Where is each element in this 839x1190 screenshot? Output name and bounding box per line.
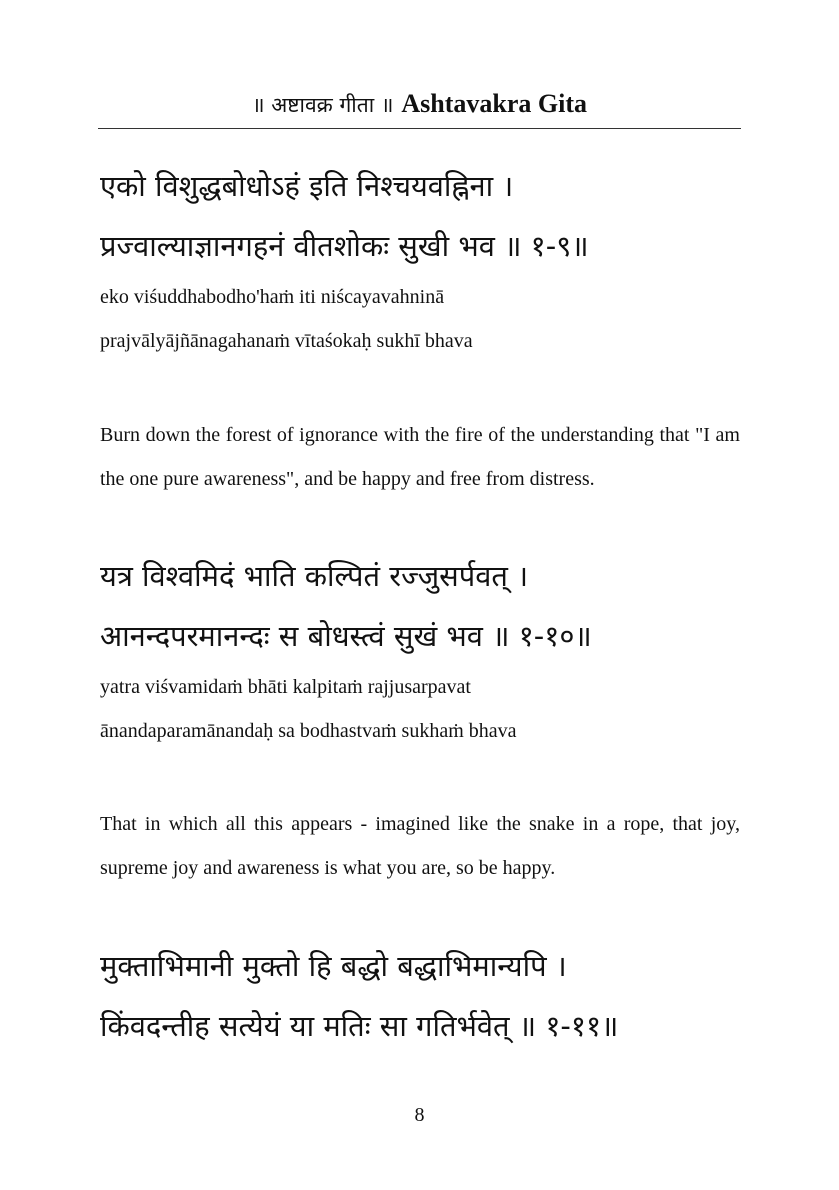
sanskrit-line: आनन्दपरमानन्दः स बोधस्त्वं सुखं भव ॥ १-१०॥: [100, 619, 592, 653]
transliteration-line: yatra viśvamidaṁ bhāti kalpitaṁ rajjusarpavat: [100, 676, 471, 698]
translation-paragraph: Burn down the forest of ignorance with the fire of the understanding that "I am the one pure awareness", and be happy and free from distress.: [100, 424, 740, 490]
page-number: 8: [414, 1104, 425, 1126]
translation-1-10: [100, 803, 740, 890]
sanskrit-line: मुक्ताभिमानी मुक्तो हि बद्धो बद्धाभिमान्यपि ।: [100, 949, 567, 983]
transliteration-line: eko viśuddhabodho'haṁ iti niścayavahninā: [100, 286, 445, 308]
transliteration-line: prajvālyājñānagahanaṁ vītaśokaḥ sukhī bhava: [100, 330, 473, 352]
verse-1-10: [100, 558, 740, 744]
transliteration-line: ānandaparamānandaḥ sa bodhastvaṁ sukhaṁ bhava: [100, 720, 517, 742]
header-divider: [98, 128, 741, 129]
header-devanagari-title: ॥ अष्टावक्र गीता ॥: [252, 93, 394, 117]
verse-1-11: [100, 948, 740, 1044]
translation-paragraph: That in which all this appears - imagined like the snake in a rope, that joy, supreme joy and awareness is what you are, so be happy.: [100, 813, 740, 879]
sanskrit-line: प्रज्वाल्याज्ञानगहनं वीतशोकः सुखी भव ॥ १-९॥: [100, 229, 589, 263]
translation-1-9: [100, 414, 740, 501]
header-english-title: Ashtavakra Gita: [401, 89, 587, 118]
sanskrit-line: यत्र विश्वमिदं भाति कल्पितं रज्जुसर्पवत् ।: [100, 559, 529, 593]
sanskrit-line: किंवदन्तीह सत्येयं या मतिः सा गतिर्भवेत् ॥ १-११॥: [100, 1009, 619, 1043]
sanskrit-line: एको विशुद्धबोधोऽहं इति निश्चयवह्निना ।: [100, 169, 514, 203]
running-header: [0, 86, 839, 123]
verse-1-9: [100, 168, 740, 354]
